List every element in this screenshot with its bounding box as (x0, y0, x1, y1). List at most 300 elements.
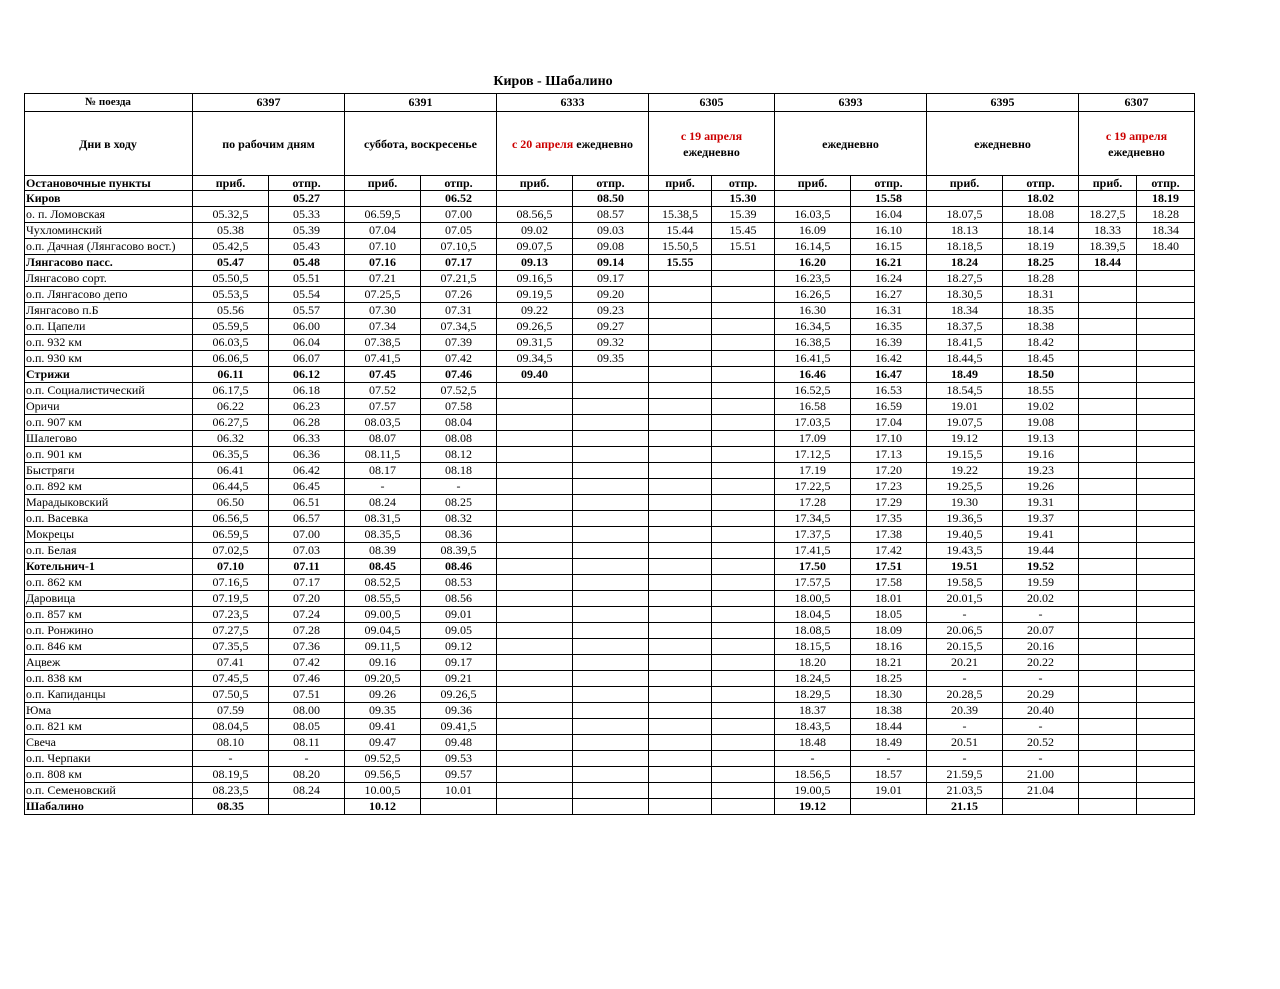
arrival-time: 17.34,5 (775, 511, 851, 527)
train-days (345, 112, 497, 176)
arrival-time: 08.11,5 (345, 447, 421, 463)
departure-time: 09.03 (573, 223, 649, 239)
departure-header: отпр. (712, 176, 775, 191)
arrival-time (497, 399, 573, 415)
arrival-time (649, 191, 712, 207)
departure-time: 15.30 (712, 191, 775, 207)
departure-time (1137, 719, 1195, 735)
arrival-time: 06.06,5 (193, 351, 269, 367)
departure-time (1003, 799, 1079, 815)
arrival-time: 19.15,5 (927, 447, 1003, 463)
departure-time: 07.31 (421, 303, 497, 319)
arrival-time: 19.51 (927, 559, 1003, 575)
arrival-time (345, 191, 421, 207)
arrival-time (1079, 751, 1137, 767)
departure-time: 18.35 (1003, 303, 1079, 319)
arrival-time: 07.04 (345, 223, 421, 239)
table-row (25, 687, 1195, 703)
departure-time (573, 431, 649, 447)
table-row (25, 751, 1195, 767)
departure-time (1137, 479, 1195, 495)
arrival-time: 18.49 (927, 367, 1003, 383)
departure-time (712, 271, 775, 287)
table-row (25, 511, 1195, 527)
arrival-time: 06.41 (193, 463, 269, 479)
departure-time: 18.21 (851, 655, 927, 671)
departure-time: 09.35 (573, 351, 649, 367)
departure-time (1137, 271, 1195, 287)
arrival-time (649, 527, 712, 543)
departure-time (712, 383, 775, 399)
departure-time: 20.07 (1003, 623, 1079, 639)
departure-time (1137, 735, 1195, 751)
departure-header: отпр. (1003, 176, 1079, 191)
train-days (649, 112, 775, 176)
departure-time (712, 415, 775, 431)
departure-time: 08.00 (269, 703, 345, 719)
arrival-time (1079, 287, 1137, 303)
arrival-time: 18.27,5 (927, 271, 1003, 287)
arrival-header: приб. (497, 176, 573, 191)
departure-time (1137, 559, 1195, 575)
arrival-time: 07.16,5 (193, 575, 269, 591)
station-name: о.п. 808 км (25, 767, 193, 783)
arrival-time: 19.12 (927, 431, 1003, 447)
departure-time: 09.23 (573, 303, 649, 319)
table-row (25, 719, 1195, 735)
station-name: о.п. 857 км (25, 607, 193, 623)
departure-time (712, 367, 775, 383)
arrival-time: 16.30 (775, 303, 851, 319)
arrival-time (649, 367, 712, 383)
arrival-time (497, 607, 573, 623)
train-number: 6305 (649, 94, 775, 112)
departure-time: 05.48 (269, 255, 345, 271)
departure-time: 18.40 (1137, 239, 1195, 255)
arrival-time: 19.36,5 (927, 511, 1003, 527)
departure-time: 19.13 (1003, 431, 1079, 447)
departure-time: 18.09 (851, 623, 927, 639)
arrival-time: 18.00,5 (775, 591, 851, 607)
arrival-time: - (927, 671, 1003, 687)
table-row (25, 655, 1195, 671)
arrival-time (1079, 559, 1137, 575)
table-row (25, 575, 1195, 591)
departure-time: 07.26 (421, 287, 497, 303)
arrival-time (497, 751, 573, 767)
arrival-time (649, 383, 712, 399)
departure-time: 18.49 (851, 735, 927, 751)
arrival-time (649, 479, 712, 495)
arrival-time: 15.55 (649, 255, 712, 271)
station-name: Марадыковский (25, 495, 193, 511)
departure-time: 09.20 (573, 287, 649, 303)
train-number-label: № поезда (25, 94, 193, 112)
arrival-time: 15.50,5 (649, 239, 712, 255)
departure-time (1137, 527, 1195, 543)
arrival-time: 18.54,5 (927, 383, 1003, 399)
departure-time (1137, 335, 1195, 351)
arrival-time: 06.50 (193, 495, 269, 511)
arrival-time: 20.06,5 (927, 623, 1003, 639)
arrival-time (649, 671, 712, 687)
departure-time (573, 703, 649, 719)
departure-time: 08.56 (421, 591, 497, 607)
departure-time: 09.48 (421, 735, 497, 751)
arrival-time: 18.29,5 (775, 687, 851, 703)
arrival-time (1079, 319, 1137, 335)
arrival-time: 18.56,5 (775, 767, 851, 783)
departure-time (1137, 367, 1195, 383)
arrival-time: 18.33 (1079, 223, 1137, 239)
arrival-time: 16.34,5 (775, 319, 851, 335)
departure-time: 08.57 (573, 207, 649, 223)
departure-time (1137, 671, 1195, 687)
train-number: 6397 (193, 94, 345, 112)
departure-time: 09.32 (573, 335, 649, 351)
arrival-time: 08.07 (345, 431, 421, 447)
departure-time: 17.10 (851, 431, 927, 447)
departure-time: 06.45 (269, 479, 345, 495)
departure-time: 18.45 (1003, 351, 1079, 367)
table-row (25, 431, 1195, 447)
arrival-time: 18.08,5 (775, 623, 851, 639)
arrival-time: 06.11 (193, 367, 269, 383)
departure-time: 18.01 (851, 591, 927, 607)
departure-time: 16.04 (851, 207, 927, 223)
departure-time (712, 703, 775, 719)
departure-time (712, 303, 775, 319)
arrival-time: 09.31,5 (497, 335, 573, 351)
days-red-text: с 19 апреля (680, 128, 743, 143)
arrival-time: 17.19 (775, 463, 851, 479)
table-row (25, 383, 1195, 399)
departure-time: 18.16 (851, 639, 927, 655)
departure-time: 19.44 (1003, 543, 1079, 559)
departure-time: 19.23 (1003, 463, 1079, 479)
departure-header: отпр. (1137, 176, 1195, 191)
arrival-time: 09.19,5 (497, 287, 573, 303)
departure-time (712, 639, 775, 655)
arrival-time: 18.07,5 (927, 207, 1003, 223)
arrival-time (1079, 495, 1137, 511)
arrival-time (497, 799, 573, 815)
arrival-time: 09.47 (345, 735, 421, 751)
arrival-time (1079, 591, 1137, 607)
arrival-time: 16.03,5 (775, 207, 851, 223)
departure-time (1137, 543, 1195, 559)
arrival-time: 21.15 (927, 799, 1003, 815)
station-name: Киров (25, 191, 193, 207)
departure-time (573, 447, 649, 463)
arrival-time: 09.35 (345, 703, 421, 719)
departure-time: 07.24 (269, 607, 345, 623)
departure-time: 07.10,5 (421, 239, 497, 255)
departure-time: 16.42 (851, 351, 927, 367)
departure-time: 16.53 (851, 383, 927, 399)
departure-time: 09.05 (421, 623, 497, 639)
departure-time (573, 735, 649, 751)
departure-time: 16.21 (851, 255, 927, 271)
arrival-time: 18.04,5 (775, 607, 851, 623)
arrival-time (649, 687, 712, 703)
departure-time: 18.50 (1003, 367, 1079, 383)
departure-time (573, 511, 649, 527)
arrival-time (649, 399, 712, 415)
arrival-time: 07.41 (193, 655, 269, 671)
arrival-time: 16.20 (775, 255, 851, 271)
arrival-time: 20.15,5 (927, 639, 1003, 655)
train-number: 6307 (1079, 94, 1195, 112)
arrival-time: 18.44,5 (927, 351, 1003, 367)
arrival-time: 08.31,5 (345, 511, 421, 527)
days-text: ежедневно (683, 144, 740, 159)
departure-time (1137, 703, 1195, 719)
departure-time: 08.11 (269, 735, 345, 751)
arrival-header: приб. (345, 176, 421, 191)
arrival-time (649, 463, 712, 479)
departure-time: 07.42 (421, 351, 497, 367)
arrival-time: 07.10 (345, 239, 421, 255)
arrival-time: 09.00,5 (345, 607, 421, 623)
arrival-time: 17.22,5 (775, 479, 851, 495)
station-name: о.п. 907 км (25, 415, 193, 431)
departure-time (573, 591, 649, 607)
departure-time: 18.44 (851, 719, 927, 735)
departure-time: 09.36 (421, 703, 497, 719)
departure-time (1137, 431, 1195, 447)
departure-time: 07.46 (269, 671, 345, 687)
table-row (25, 335, 1195, 351)
arrival-time (649, 751, 712, 767)
arrival-time (497, 383, 573, 399)
departure-time: 18.38 (1003, 319, 1079, 335)
arrival-time (649, 351, 712, 367)
arrival-time (649, 271, 712, 287)
arrival-time (497, 783, 573, 799)
train-number: 6333 (497, 94, 649, 112)
station-name: о.п. 930 км (25, 351, 193, 367)
departure-time: 17.13 (851, 447, 927, 463)
arrival-time (497, 479, 573, 495)
arrival-time: 06.35,5 (193, 447, 269, 463)
arrival-time: 10.12 (345, 799, 421, 815)
arrival-time (649, 511, 712, 527)
arrival-time: 18.43,5 (775, 719, 851, 735)
departure-time (712, 335, 775, 351)
departure-time: 17.04 (851, 415, 927, 431)
arrival-time: 19.58,5 (927, 575, 1003, 591)
arrival-time (497, 495, 573, 511)
arrival-time: 08.55,5 (345, 591, 421, 607)
table-row (25, 623, 1195, 639)
departure-time: 07.42 (269, 655, 345, 671)
arrival-time: 19.25,5 (927, 479, 1003, 495)
departure-time: 19.01 (851, 783, 927, 799)
departure-time: 05.57 (269, 303, 345, 319)
arrival-header: приб. (1079, 176, 1137, 191)
departure-time: - (269, 751, 345, 767)
departure-time (269, 799, 345, 815)
departure-time (712, 671, 775, 687)
departure-time: 08.36 (421, 527, 497, 543)
departure-time: 20.40 (1003, 703, 1079, 719)
arrival-time: 08.52,5 (345, 575, 421, 591)
arrival-time: 07.57 (345, 399, 421, 415)
departure-time (573, 719, 649, 735)
arrival-time (1079, 399, 1137, 415)
arrival-time: 05.59,5 (193, 319, 269, 335)
arrival-time: 09.34,5 (497, 351, 573, 367)
departure-time (1137, 607, 1195, 623)
arrival-time: 09.26 (345, 687, 421, 703)
table-row (25, 559, 1195, 575)
days-text: ежедневно (822, 136, 879, 151)
table-row (25, 703, 1195, 719)
arrival-time: 09.02 (497, 223, 573, 239)
arrival-time: 06.17,5 (193, 383, 269, 399)
arrival-time: 07.45,5 (193, 671, 269, 687)
arrival-time (1079, 463, 1137, 479)
arrival-time: 08.10 (193, 735, 269, 751)
departure-time (712, 511, 775, 527)
arrival-time: 08.45 (345, 559, 421, 575)
arrival-time: 16.46 (775, 367, 851, 383)
departure-time: 17.58 (851, 575, 927, 591)
station-name: о.п. 862 км (25, 575, 193, 591)
arrival-time (497, 623, 573, 639)
arrival-time (649, 767, 712, 783)
departure-time: 15.45 (712, 223, 775, 239)
arrival-time (1079, 303, 1137, 319)
arrival-time: 10.00,5 (345, 783, 421, 799)
arrival-time (649, 799, 712, 815)
arrival-time: 08.04,5 (193, 719, 269, 735)
departure-time: 16.59 (851, 399, 927, 415)
arrival-time (649, 559, 712, 575)
departure-time: 08.46 (421, 559, 497, 575)
arrival-time (649, 303, 712, 319)
departure-time (1137, 783, 1195, 799)
departure-time: 09.01 (421, 607, 497, 623)
departure-time: 19.02 (1003, 399, 1079, 415)
arrival-time (649, 335, 712, 351)
departure-header: отпр. (851, 176, 927, 191)
departure-time (1137, 399, 1195, 415)
departure-time (851, 799, 927, 815)
table-row (25, 191, 1195, 207)
arrival-time: 06.59,5 (345, 207, 421, 223)
arrival-time (497, 191, 573, 207)
arrival-time: 19.00,5 (775, 783, 851, 799)
departure-time: 18.02 (1003, 191, 1079, 207)
arrival-time: 15.44 (649, 223, 712, 239)
arrival-time: 07.25,5 (345, 287, 421, 303)
departure-time: 06.33 (269, 431, 345, 447)
departure-time: 20.02 (1003, 591, 1079, 607)
departure-time (1137, 303, 1195, 319)
departure-time (1137, 687, 1195, 703)
arrival-time: 09.04,5 (345, 623, 421, 639)
days-text: ежедневно (974, 136, 1031, 151)
table-row (25, 223, 1195, 239)
departure-time: 18.38 (851, 703, 927, 719)
arrival-time (649, 591, 712, 607)
arrival-time (497, 687, 573, 703)
arrival-time: 08.03,5 (345, 415, 421, 431)
arrival-time: 05.47 (193, 255, 269, 271)
departure-time: 19.26 (1003, 479, 1079, 495)
departure-time (573, 671, 649, 687)
arrival-time: - (775, 751, 851, 767)
arrival-time (649, 735, 712, 751)
departure-time: 16.47 (851, 367, 927, 383)
station-name: о.п. Ронжино (25, 623, 193, 639)
arrival-time: 07.59 (193, 703, 269, 719)
table-row (25, 527, 1195, 543)
table-row (25, 271, 1195, 287)
departure-time: 06.23 (269, 399, 345, 415)
arrival-time: 19.40,5 (927, 527, 1003, 543)
arrival-time (1079, 783, 1137, 799)
departure-time: 17.20 (851, 463, 927, 479)
arrival-time: 09.07,5 (497, 239, 573, 255)
arrival-time: 09.20,5 (345, 671, 421, 687)
arrival-time: 05.42,5 (193, 239, 269, 255)
departure-time: 19.16 (1003, 447, 1079, 463)
departure-time: 07.36 (269, 639, 345, 655)
days-label: Дни в ходу (25, 112, 193, 176)
departure-time (1137, 655, 1195, 671)
departure-time (573, 751, 649, 767)
station-name: о. п. Ломовская (25, 207, 193, 223)
arrival-time: 15.38,5 (649, 207, 712, 223)
arrival-time: 19.30 (927, 495, 1003, 511)
departure-time: 06.04 (269, 335, 345, 351)
arrival-time: 07.02,5 (193, 543, 269, 559)
arrival-time (497, 703, 573, 719)
departure-time (1137, 351, 1195, 367)
departure-time: 06.36 (269, 447, 345, 463)
table-row (25, 735, 1195, 751)
arrival-time: 16.41,5 (775, 351, 851, 367)
arrival-time: 17.50 (775, 559, 851, 575)
departure-time: 16.10 (851, 223, 927, 239)
arrival-time: 16.58 (775, 399, 851, 415)
departure-time: 16.39 (851, 335, 927, 351)
departure-time: 17.35 (851, 511, 927, 527)
arrival-time: 16.38,5 (775, 335, 851, 351)
departure-time: 10.01 (421, 783, 497, 799)
arrival-header: приб. (649, 176, 712, 191)
departure-time: 09.17 (573, 271, 649, 287)
arrival-time: 09.16,5 (497, 271, 573, 287)
arrival-time: 09.16 (345, 655, 421, 671)
train-days (497, 112, 649, 176)
departure-time (712, 319, 775, 335)
arrival-time: 18.37 (775, 703, 851, 719)
departure-time: 05.33 (269, 207, 345, 223)
arrival-time: 05.56 (193, 303, 269, 319)
train-days (1079, 112, 1195, 176)
departure-time (1137, 495, 1195, 511)
departure-time (712, 591, 775, 607)
departure-time: 07.39 (421, 335, 497, 351)
departure-time: 07.00 (421, 207, 497, 223)
departure-time (1137, 255, 1195, 271)
arrival-time (497, 559, 573, 575)
departure-time (421, 799, 497, 815)
